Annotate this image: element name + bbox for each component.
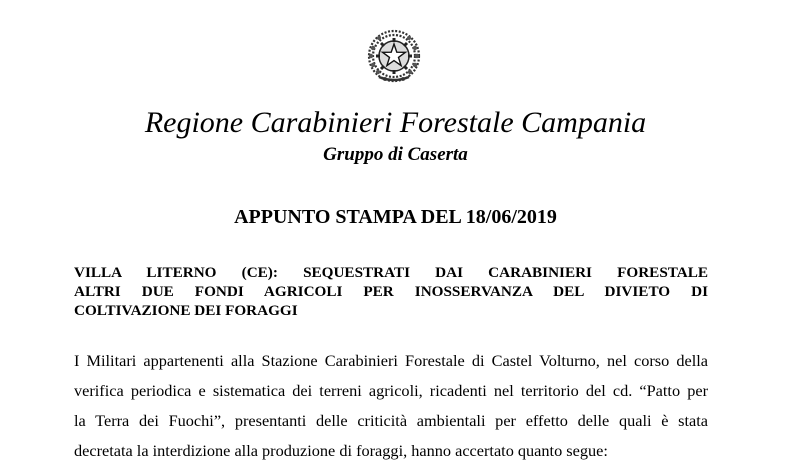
body-line: verifica periodica e sistematica dei terreni agricoli, ricadenti nel territorio del cd. “Patto per xyxy=(74,381,708,400)
organization-title: Regione Carabinieri Forestale Campania xyxy=(144,106,647,139)
headline-line: ALTRI DUE FONDI AGRICOLI PER INOSSERVANZA DEL DIVIETO DI xyxy=(74,283,708,300)
body-line: I Militari appartenenti alla Stazione Carabinieri Forestale di Castel Volturno, nel corso della xyxy=(74,351,708,370)
group-subtitle: Gruppo di Caserta xyxy=(323,144,468,165)
news-headline xyxy=(74,263,708,320)
headline-line: COLTIVAZIONE DEI FORAGGI xyxy=(74,302,298,319)
italian-republic-emblem-icon xyxy=(365,26,423,84)
headline-line: VILLA LITERNO (CE): SEQUESTRATI DAI CARABINIERI FORESTALE xyxy=(74,264,708,281)
document-title: APPUNTO STAMPA DEL 18/06/2019 xyxy=(234,206,557,228)
body-line: la Terra dei Fuochi”, presentanti delle criticità ambientali per effetto delle quali è stata xyxy=(74,411,708,430)
body-paragraph xyxy=(74,346,708,466)
body-line: decretata la interdizione alla produzione di foraggi, hanno accertato quanto segue: xyxy=(74,441,608,460)
